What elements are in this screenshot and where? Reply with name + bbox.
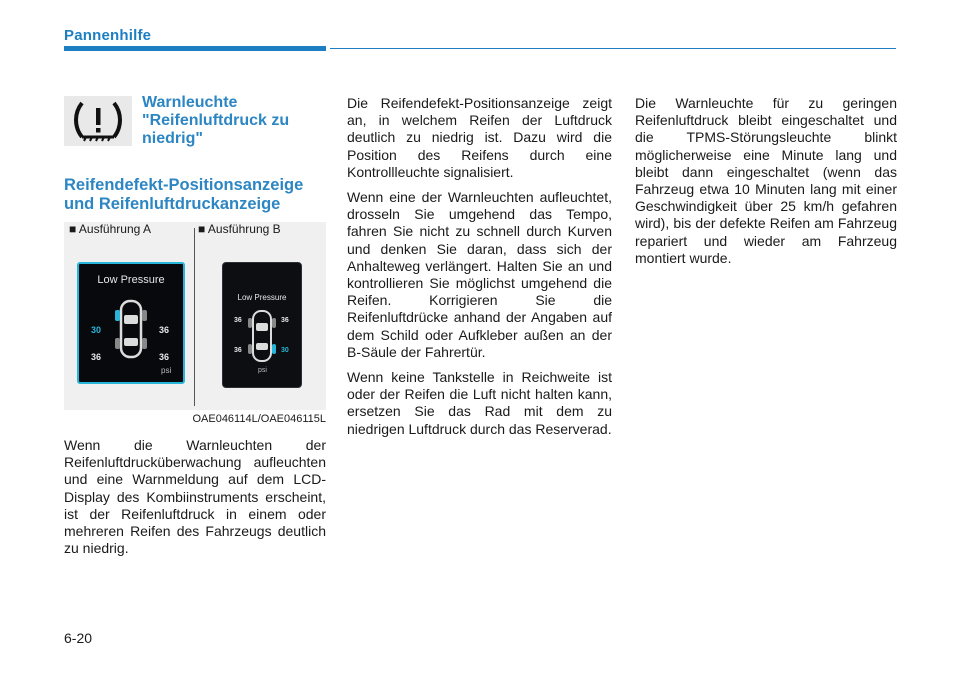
lcd-display-a bbox=[77, 262, 185, 384]
lcd-b-rear-right: 30 bbox=[281, 347, 289, 354]
lcd-b-unit: psi bbox=[258, 367, 267, 374]
figure-label-a: ■ Ausführung A bbox=[69, 222, 151, 236]
car-top-view-icon bbox=[247, 308, 277, 364]
figure-label-b: ■ Ausführung B bbox=[198, 222, 281, 236]
lcd-b-front-left: 36 bbox=[234, 317, 242, 324]
warning-icon-box bbox=[64, 96, 132, 146]
figure-divider bbox=[194, 228, 195, 406]
column-2 bbox=[347, 95, 612, 446]
section-title: Pannenhilfe bbox=[64, 27, 152, 44]
col2-paragraph-1: Die Reifendefekt-Positionsanzeige zeigt an, in welchem Reifen der Luftdruck deutlich zu niedrig ist. Dazu wird die Position des Reifens durch eine Kontrollleuchte signalisiert. bbox=[347, 95, 612, 180]
subheading: Reifendefekt-Positionsanzeige und Reifenluftdruckanzeige bbox=[64, 176, 304, 213]
lcd-a-title: Low Pressure bbox=[97, 274, 165, 286]
lcd-b-front-right: 36 bbox=[281, 317, 289, 324]
header-rule-thin bbox=[330, 48, 896, 49]
tire-pressure-warning-icon bbox=[72, 99, 124, 143]
header-rule-thick bbox=[64, 46, 326, 51]
column-3 bbox=[635, 95, 897, 275]
col1-paragraph-1: Wenn die Warnleuchten der Reifenluftdrucküberwachung aufleuchten und eine Warnmeldung auf dem LCD-Display des Kombiinstruments erscheint, ist der Reifenluftdruck in einem oder mehreren Reifen des Fahrzeugs deutlich zu niedrig. bbox=[64, 437, 326, 557]
lcd-a-front-left: 30 bbox=[91, 325, 102, 335]
lcd-a-rear-left: 36 bbox=[91, 352, 102, 362]
lcd-display-b bbox=[222, 262, 302, 388]
col2-paragraph-3: Wenn keine Tankstelle in Reichweite ist oder der Reifen die Luft nicht halten kann, ersetzen Sie das Rad mit dem zu niedrigen Luftdruck durch das Reserverad. bbox=[347, 369, 612, 437]
tpms-figure bbox=[64, 222, 326, 410]
lcd-a-rear-right: 36 bbox=[159, 352, 170, 362]
warning-heading: Warnleuchte "Reifenluftdruck zu niedrig" bbox=[142, 94, 290, 147]
figure-code: OAE046114L/OAE046115L bbox=[192, 413, 326, 425]
lcd-a-front-right: 36 bbox=[159, 325, 170, 335]
lcd-b-title: Low Pressure bbox=[237, 293, 287, 302]
car-top-view-icon bbox=[113, 298, 149, 360]
col2-paragraph-2: Wenn eine der Warnleuchten aufleuchtet, drosseln Sie umgehend das Tempo, fahren Sie nicht zu schnell durch Kurven und denken Sie daran, dass sich der Anhalteweg verlängert. Halten Sie an und kontrollieren Sie möglichst umgehend die Reifen. Korrigieren Sie die Reifenluftdrücke anhand der Angaben auf dem Schild oder Aufkleber außen an der B-Säule der Fahrertür. bbox=[347, 189, 612, 360]
lcd-a-unit: psi bbox=[161, 366, 172, 375]
lcd-b-rear-left: 36 bbox=[234, 347, 242, 354]
column-1 bbox=[64, 437, 326, 565]
page-number: 6-20 bbox=[64, 630, 93, 646]
col3-paragraph-1: Die Warnleuchte für zu geringen Reifenluftdruck bleibt eingeschaltet und die TPMS-Störungsleuchte blinkt möglicherweise eine Minute lang und bleibt dann eingeschaltet (wenn das Fahrzeug etwa 10 Minuten lang mit einer Geschwindigkeit über 25 km/h gefahren wird), bis der defekte Reifen am Fahrzeug repariert und wieder am Fahrzeug montiert wurde. bbox=[635, 95, 897, 266]
